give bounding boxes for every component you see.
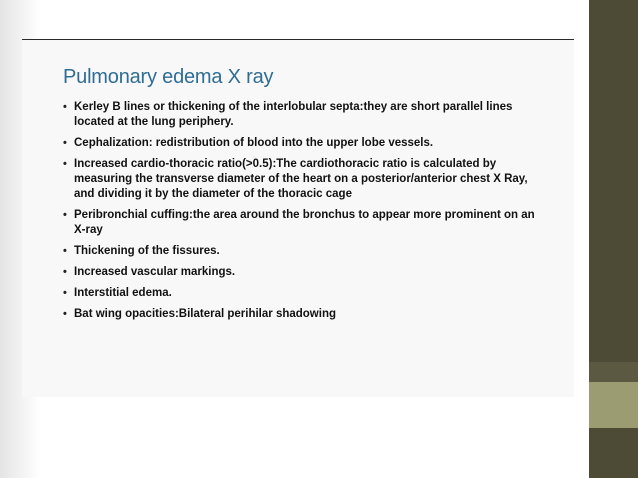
bullet-text: Thickening of the fissures. <box>74 245 220 257</box>
bullet-list <box>63 100 543 328</box>
bullet-icon: • <box>63 158 67 170</box>
bullet-icon: • <box>63 137 67 149</box>
bullet-text: Increased vascular markings. <box>74 266 236 278</box>
list-item <box>63 208 543 238</box>
bullet-icon: • <box>63 308 67 320</box>
top-divider <box>22 39 574 40</box>
bullet-icon: • <box>63 266 67 278</box>
bullet-text: Interstitial edema. <box>74 287 172 299</box>
bullet-icon: • <box>63 209 67 221</box>
bullet-text: Increased cardio-thoracic ratio(>0.5):The cardiothoracic ratio is calculated by measuring the transverse diameter of the heart on a posterior/anterior chest X Ray, and dividing it by the diameter of the thoracic cage <box>74 158 528 200</box>
bullet-text: Bat wing opacities:Bilateral perihilar shadowing <box>74 308 336 320</box>
bullet-text: Cephalization: redistribution of blood into the upper lobe vessels. <box>74 137 434 149</box>
sidebar-accent-block <box>589 382 638 428</box>
list-item <box>63 136 543 151</box>
bullet-text: Peribronchial cuffing:the area around the bronchus to appear more prominent on an X-ray <box>74 209 535 236</box>
list-item <box>63 265 543 280</box>
bullet-icon: • <box>63 101 67 113</box>
list-item <box>63 244 543 259</box>
bullet-icon: • <box>63 245 67 257</box>
list-item <box>63 286 543 301</box>
bullet-text: Kerley B lines or thickening of the interlobular septa:they are short parallel lines located at the lung periphery. <box>74 101 513 128</box>
list-item <box>63 157 543 202</box>
bullet-icon: • <box>63 287 67 299</box>
sidebar-band <box>589 362 638 382</box>
list-item <box>63 100 543 130</box>
list-item <box>63 307 543 322</box>
slide-title: Pulmonary edema X ray <box>63 66 274 88</box>
